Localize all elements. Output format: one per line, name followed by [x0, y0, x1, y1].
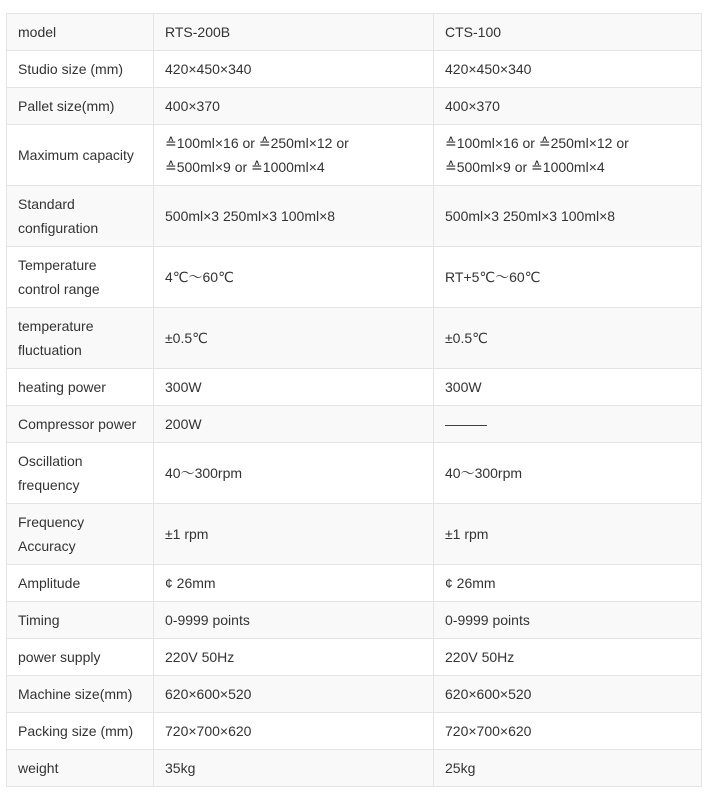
cell-text: 35kg [165, 760, 196, 776]
cts-100-value-cell [434, 369, 702, 406]
cell-text: 40～300rpm [165, 465, 243, 481]
cell-text: 220V 50Hz [165, 649, 235, 665]
table-row [7, 247, 702, 308]
spec-label-cell [7, 602, 154, 639]
cell-text: 720×700×620 [445, 723, 532, 739]
cell-text: 420×450×340 [445, 61, 532, 77]
cell-text: Studio size (mm) [18, 61, 124, 77]
cts-100-value-cell [434, 602, 702, 639]
cell-text: Oscillation [18, 453, 83, 469]
cell-text: Temperature [18, 257, 97, 273]
cell-text: 25kg [445, 760, 476, 776]
table-row [7, 676, 702, 713]
spec-table-body [7, 14, 702, 787]
spec-label-cell [7, 308, 154, 369]
cell-text: Packing size (mm) [18, 723, 134, 739]
spec-label-cell [7, 565, 154, 602]
cell-text: ±0.5℃ [445, 330, 488, 346]
cell-text: 400×370 [445, 98, 500, 114]
rts-200b-value-cell [154, 750, 434, 787]
table-row [7, 51, 702, 88]
cell-text: 0-9999 points [445, 612, 530, 628]
cell-text: ≙500ml×9 or ≙1000ml×4 [165, 159, 325, 175]
cell-text: configuration [18, 220, 99, 236]
rts-200b-value-cell [154, 88, 434, 125]
spec-label-cell [7, 369, 154, 406]
cell-text: Frequency [18, 514, 85, 530]
spec-label-cell [7, 14, 154, 51]
spec-label-cell [7, 186, 154, 247]
cell-text: 0-9999 points [165, 612, 250, 628]
cts-100-value-cell [434, 308, 702, 369]
cell-text: Compressor power [18, 416, 137, 432]
rts-200b-value-cell [154, 125, 434, 186]
spec-label-cell [7, 676, 154, 713]
cell-text: ¢ 26mm [165, 575, 216, 591]
cell-text: ≙500ml×9 or ≙1000ml×4 [445, 159, 605, 175]
cell-text: CTS-100 [445, 24, 502, 40]
spec-label-cell [7, 443, 154, 504]
table-row [7, 504, 702, 565]
cell-text: ≙100ml×16 or ≙250ml×12 or [445, 135, 629, 151]
spec-label-cell [7, 750, 154, 787]
rts-200b-value-cell [154, 443, 434, 504]
cell-text: ±0.5℃ [165, 330, 208, 346]
table-row [7, 125, 702, 186]
spec-label-cell [7, 51, 154, 88]
rts-200b-value-cell [154, 713, 434, 750]
cell-text: control range [18, 281, 100, 297]
cell-text: 620×600×520 [445, 686, 532, 702]
table-row [7, 602, 702, 639]
table-row [7, 639, 702, 676]
rts-200b-value-cell [154, 676, 434, 713]
cell-text: temperature [18, 318, 94, 334]
table-row [7, 713, 702, 750]
rts-200b-value-cell [154, 639, 434, 676]
cell-text: 40～300rpm [445, 465, 523, 481]
spec-label-cell [7, 247, 154, 308]
cell-text: model [18, 24, 57, 40]
rts-200b-value-cell [154, 369, 434, 406]
table-row [7, 369, 702, 406]
cell-text: Amplitude [18, 575, 81, 591]
cell-text: frequency [18, 477, 80, 493]
rts-200b-value-cell [154, 14, 434, 51]
cell-text: 500ml×3 250ml×3 100ml×8 [165, 208, 336, 224]
cell-text: ≙100ml×16 or ≙250ml×12 or [165, 135, 349, 151]
cell-text: heating power [18, 379, 106, 395]
table-row [7, 14, 702, 51]
rts-200b-value-cell [154, 247, 434, 308]
cts-100-value-cell [434, 406, 702, 443]
cts-100-value-cell [434, 713, 702, 750]
cell-text: 200W [165, 416, 202, 432]
cts-100-value-cell [434, 565, 702, 602]
cts-100-value-cell [434, 125, 702, 186]
spec-label-cell [7, 88, 154, 125]
spec-label-cell [7, 639, 154, 676]
cts-100-value-cell [434, 88, 702, 125]
rts-200b-value-cell [154, 406, 434, 443]
cell-text: ±1 rpm [445, 526, 489, 542]
cts-100-value-cell [434, 51, 702, 88]
cts-100-value-cell [434, 186, 702, 247]
cell-text: 720×700×620 [165, 723, 252, 739]
cell-text: 500ml×3 250ml×3 100ml×8 [445, 208, 616, 224]
cell-text: weight [18, 760, 59, 776]
cell-text: 300W [445, 379, 482, 395]
spec-label-cell [7, 406, 154, 443]
cell-text: 300W [165, 379, 202, 395]
cts-100-value-cell [434, 639, 702, 676]
rts-200b-value-cell [154, 51, 434, 88]
cell-text: Timing [18, 612, 60, 628]
cell-text: ——— [445, 416, 487, 432]
cts-100-value-cell [434, 750, 702, 787]
cts-100-value-cell [434, 14, 702, 51]
rts-200b-value-cell [154, 186, 434, 247]
rts-200b-value-cell [154, 602, 434, 639]
cell-text: Pallet size(mm) [18, 98, 115, 114]
table-row [7, 308, 702, 369]
rts-200b-value-cell [154, 565, 434, 602]
table-row [7, 750, 702, 787]
cell-text: 400×370 [165, 98, 220, 114]
cell-text: Machine size(mm) [18, 686, 133, 702]
spec-table [6, 13, 702, 787]
cell-text: 420×450×340 [165, 61, 252, 77]
spec-label-cell [7, 125, 154, 186]
cell-text: Standard [18, 196, 75, 212]
cell-text: Accuracy [18, 538, 76, 554]
cell-text: ±1 rpm [165, 526, 209, 542]
cell-text: ¢ 26mm [445, 575, 496, 591]
table-row [7, 443, 702, 504]
table-row [7, 88, 702, 125]
cts-100-value-cell [434, 504, 702, 565]
cell-text: RT+5℃～60℃ [445, 269, 541, 285]
cts-100-value-cell [434, 676, 702, 713]
rts-200b-value-cell [154, 504, 434, 565]
table-row [7, 406, 702, 443]
cell-text: 220V 50Hz [445, 649, 515, 665]
spec-label-cell [7, 504, 154, 565]
cts-100-value-cell [434, 443, 702, 504]
cell-text: fluctuation [18, 342, 82, 358]
cell-text: RTS-200B [165, 24, 231, 40]
table-row [7, 186, 702, 247]
cts-100-value-cell [434, 247, 702, 308]
cell-text: 620×600×520 [165, 686, 252, 702]
spec-label-cell [7, 713, 154, 750]
cell-text: power supply [18, 649, 101, 665]
cell-text: Maximum capacity [18, 147, 134, 163]
rts-200b-value-cell [154, 308, 434, 369]
table-row [7, 565, 702, 602]
cell-text: 4℃～60℃ [165, 269, 234, 285]
